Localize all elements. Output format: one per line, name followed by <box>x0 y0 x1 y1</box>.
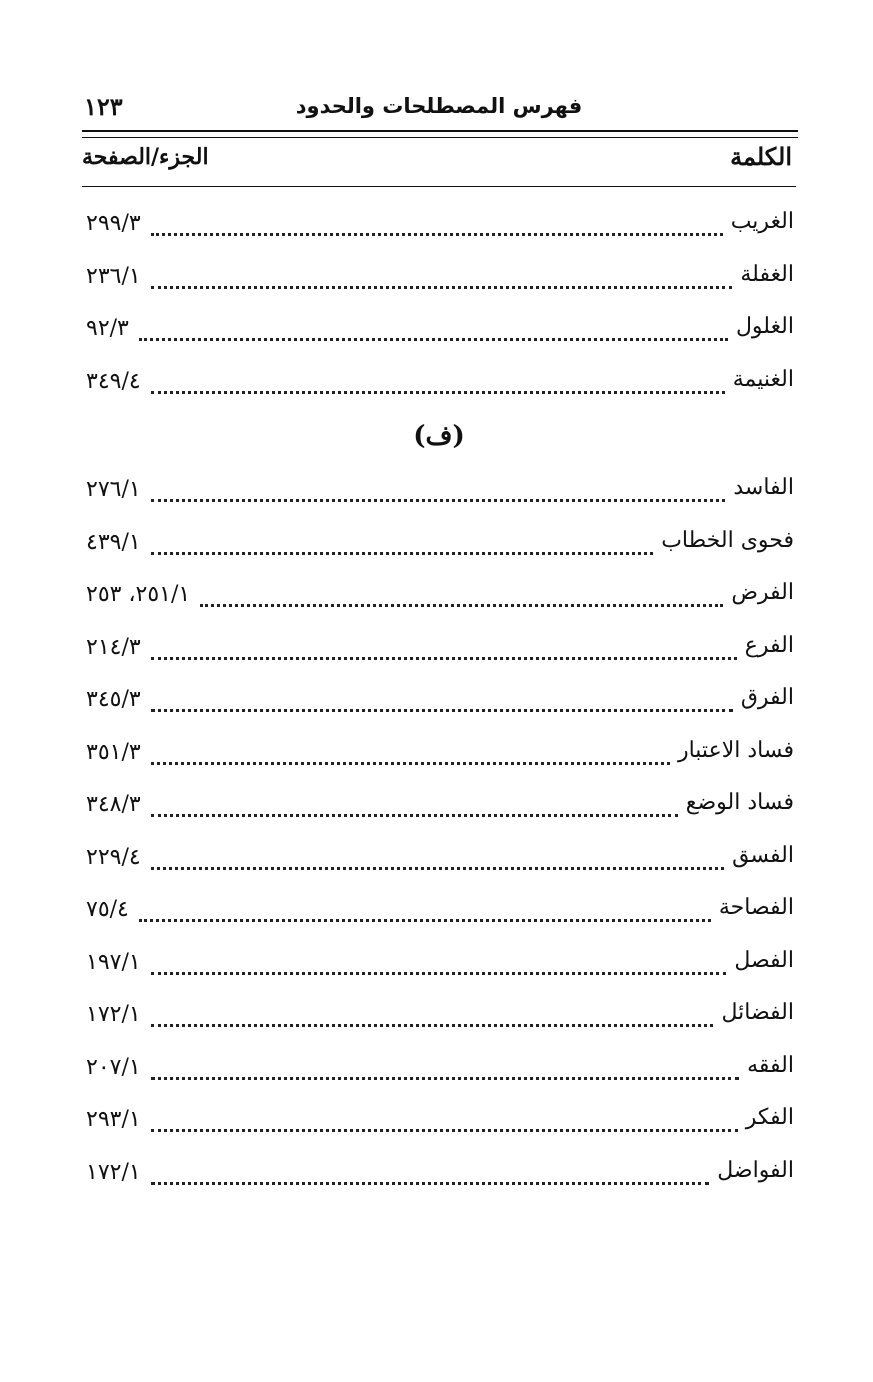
entry-reference: ٩٢/٣ <box>86 316 129 341</box>
index-entry <box>82 1105 796 1158</box>
dot-leader <box>151 649 737 660</box>
index-entry <box>82 314 796 367</box>
entry-term: الفصل <box>734 947 794 973</box>
dot-leader <box>200 596 723 607</box>
dot-leader <box>139 330 728 341</box>
entry-reference: ٤٣٩/١ <box>86 529 141 555</box>
dot-leader <box>151 859 724 870</box>
dot-leader <box>151 1016 713 1027</box>
entry-reference: ٢٥١/١، ٢٥٣ <box>86 582 191 607</box>
index-entry <box>82 367 796 420</box>
entry-reference: ٧٥/٤ <box>86 897 129 922</box>
entry-term: الفسق <box>732 842 794 868</box>
entry-term: الغلول <box>735 314 794 339</box>
entry-term: الغفلة <box>740 261 794 287</box>
entry-reference: ٣٤٥/٣ <box>86 687 141 712</box>
entry-term: الفصاحة <box>718 895 794 920</box>
running-title: فهرس المصطلحات والحدود <box>295 94 583 118</box>
entry-reference: ٢٩٩/٣ <box>86 211 141 236</box>
dot-leader <box>151 806 678 817</box>
index-entry <box>82 790 796 843</box>
reference-column-heading: الجزء/الصفحة <box>82 144 209 170</box>
entry-term: فساد الاعتبار <box>677 737 794 763</box>
entry-term: الفرق <box>740 685 794 710</box>
dot-leader <box>151 1069 739 1080</box>
entry-reference: ٢٧٦/١ <box>86 477 141 502</box>
index-entry <box>82 948 796 1001</box>
index-entry <box>82 1158 796 1211</box>
dot-leader <box>151 544 653 555</box>
column-headings <box>82 138 796 187</box>
entry-reference: ٢٠٧/١ <box>86 1054 141 1080</box>
dot-leader <box>151 491 725 502</box>
dot-leader <box>151 964 726 975</box>
dot-leader <box>151 383 725 394</box>
dot-leader <box>151 278 732 289</box>
entry-term: الغنيمة <box>732 366 794 392</box>
index-entry <box>82 580 796 633</box>
dot-leader <box>151 701 733 712</box>
index-entry <box>82 262 796 315</box>
entry-reference: ٢٩٣/١ <box>86 1107 141 1132</box>
word-column-heading: الكلمة <box>730 142 792 171</box>
page-number: ١٢٣ <box>84 92 123 121</box>
entry-reference: ٢٢٩/٤ <box>86 844 141 870</box>
dot-leader <box>151 754 670 765</box>
entry-term: فساد الوضع <box>685 790 794 815</box>
dot-leader <box>139 911 711 922</box>
dot-leader <box>151 1121 738 1132</box>
index-entry <box>82 528 796 581</box>
entry-reference: ١٧٢/١ <box>86 1159 141 1185</box>
entry-term: الفضائل <box>721 1000 794 1025</box>
entry-reference: ٣٤٨/٣ <box>86 792 141 817</box>
entry-reference: ٣٤٩/٤ <box>86 368 141 394</box>
entry-reference: ٣٥١/٣ <box>86 739 141 765</box>
entry-term: الفرض <box>731 580 794 605</box>
letter-heading: (ف) <box>413 421 465 451</box>
running-head <box>82 92 796 128</box>
entry-reference: ٢٣٦/١ <box>86 263 141 289</box>
header-rule <box>82 130 798 138</box>
index-entry <box>82 843 796 896</box>
index-entry <box>82 1053 796 1106</box>
index-entry <box>82 209 796 262</box>
entry-term: فحوى الخطاب <box>661 527 794 553</box>
index-entry <box>82 895 796 948</box>
entry-term: الفكر <box>745 1105 794 1130</box>
index-page <box>82 92 796 1210</box>
entry-term: الفرع <box>744 632 794 658</box>
entry-term: الغريب <box>730 209 794 234</box>
entry-reference: ٢١٤/٣ <box>86 634 141 660</box>
entry-term: الفقه <box>747 1052 794 1078</box>
index-entry <box>82 1000 796 1053</box>
entry-term: الفاسد <box>733 475 794 500</box>
index-entry <box>82 633 796 686</box>
index-entry <box>82 685 796 738</box>
dot-leader <box>151 1174 709 1185</box>
index-entry <box>82 738 796 791</box>
index-entry <box>82 475 796 528</box>
index-entries <box>82 209 796 1210</box>
entry-reference: ١٩٧/١ <box>86 949 141 975</box>
entry-term: الفواضل <box>717 1157 794 1183</box>
entry-reference: ١٧٢/١ <box>86 1002 141 1027</box>
dot-leader <box>151 225 723 236</box>
